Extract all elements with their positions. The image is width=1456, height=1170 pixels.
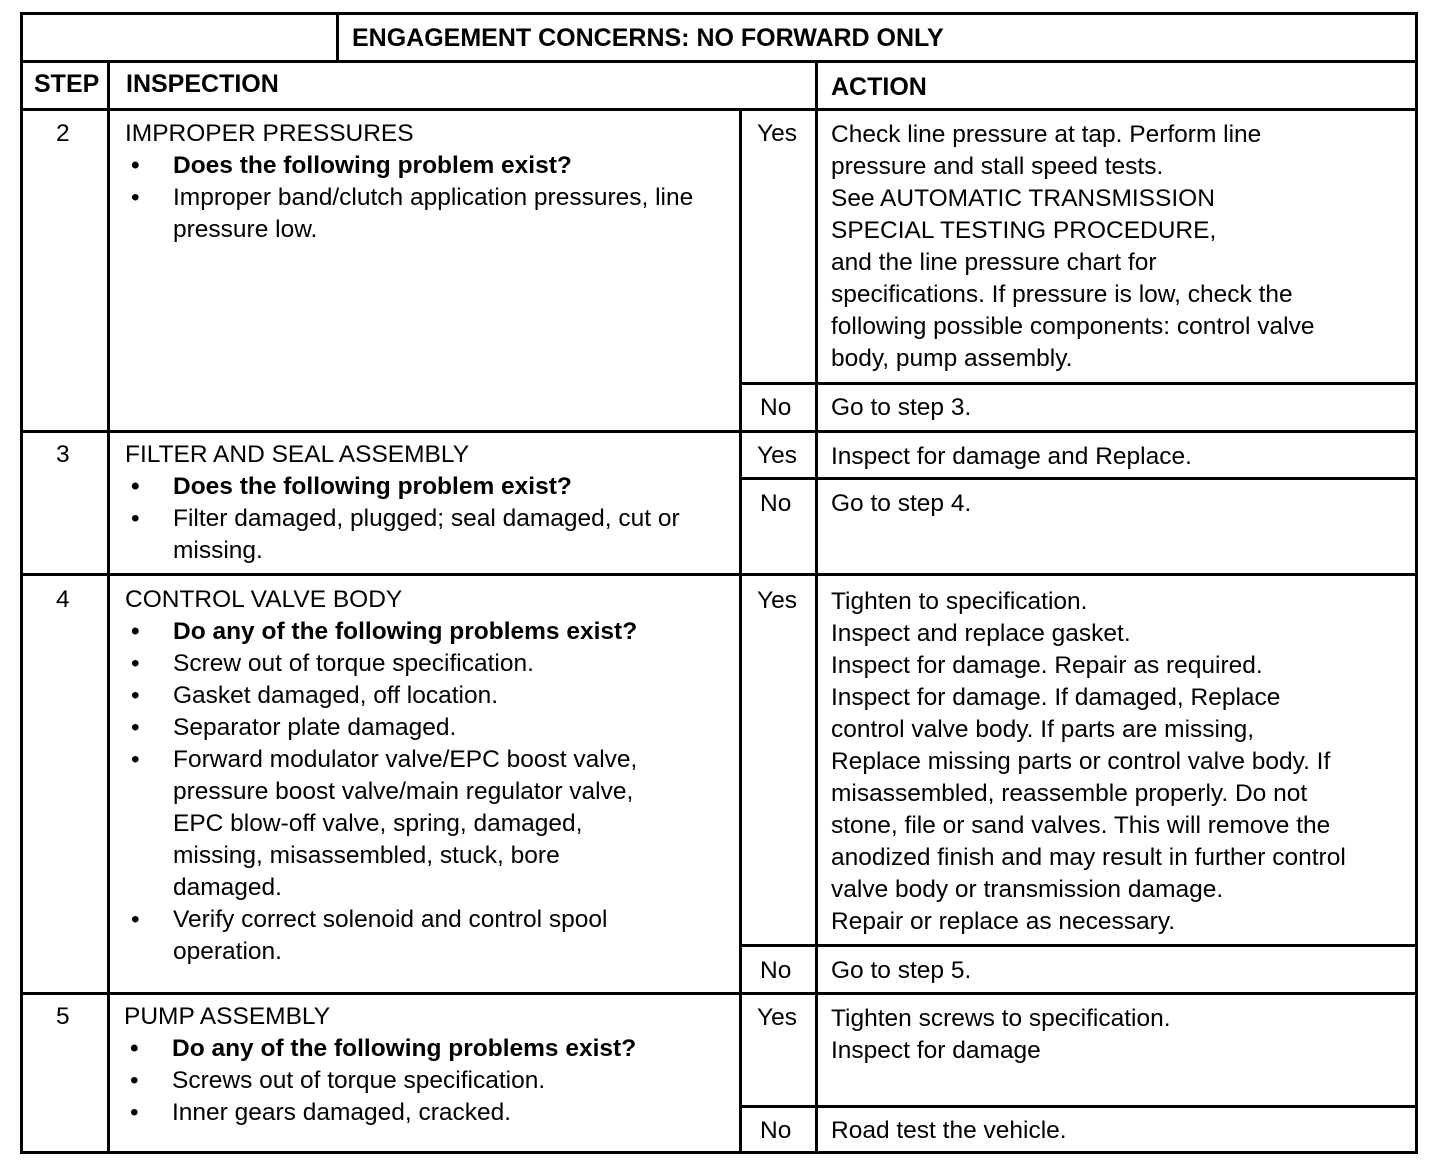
no-label: No	[760, 490, 792, 517]
step-number: 2	[56, 120, 70, 147]
rule	[739, 382, 1418, 385]
rule	[20, 1151, 1418, 1154]
action-line: Inspect and replace gasket.	[831, 620, 1131, 647]
yes-action	[831, 119, 1411, 375]
action-line: Inspect for damage. If damaged, Replace	[831, 684, 1281, 711]
no-label: No	[760, 957, 792, 984]
inspection-bullet: • Separator plate damaged.	[125, 712, 715, 744]
no-label: No	[760, 394, 792, 421]
rule	[336, 12, 339, 62]
inspection-bullet: • Forward modulator valve/EPC boost valve, pressure boost valve/main regulator valve, EPC blow-off valve, spring, damaged, missing, misassembled, stuck, bore damaged.	[125, 744, 653, 904]
table-title: ENGAGEMENT CONCERNS: NO FORWARD ONLY	[352, 24, 944, 52]
action-line: See AUTOMATIC TRANSMISSION	[831, 185, 1215, 212]
rule	[20, 573, 1418, 576]
action-line: stone, file or sand valves. This will remove the	[831, 812, 1331, 839]
action-line: anodized finish and may result in further control	[831, 844, 1346, 871]
inspection-question: • Do any of the following problems exist?	[125, 616, 715, 648]
no-action: Go to step 4.	[831, 490, 972, 517]
inspection-title: FILTER AND SEAL ASSEMBLY	[125, 441, 470, 468]
yes-action	[831, 1003, 1411, 1067]
inspection-question: • Does the following problem exist?	[125, 471, 725, 503]
rule	[20, 108, 1418, 111]
yes-label: Yes	[757, 1004, 797, 1031]
rule	[739, 1105, 1418, 1108]
inspection-bullet: • Gasket damaged, off location.	[125, 680, 715, 712]
rule	[739, 477, 1418, 480]
rule	[1415, 12, 1418, 1154]
rule	[739, 944, 1418, 947]
inspection-title: PUMP ASSEMBLY	[124, 1003, 331, 1030]
rule	[20, 430, 1418, 433]
action-line: Tighten screws to specification.	[831, 1005, 1171, 1032]
inspection-title: CONTROL VALVE BODY	[125, 586, 403, 613]
header-action: ACTION	[831, 73, 927, 101]
rule	[20, 60, 1418, 63]
inspection-cell	[125, 584, 715, 968]
action-line: Tighten to specification.	[831, 588, 1088, 615]
step-number: 5	[56, 1003, 70, 1030]
inspection-bullet: • Screw out of torque specification.	[125, 648, 715, 680]
no-action: Go to step 5.	[831, 957, 972, 984]
yes-action	[831, 441, 1411, 473]
inspection-bullet: • Filter damaged, plugged; seal damaged, cut or missing.	[125, 503, 725, 567]
rule	[20, 992, 1418, 995]
step-number: 3	[56, 441, 70, 468]
action-line: pressure and stall speed tests.	[831, 153, 1164, 180]
inspection-bullet: • Verify correct solenoid and control spool operation.	[125, 904, 653, 968]
action-line: Inspect for damage	[831, 1037, 1041, 1064]
step-number: 4	[56, 586, 70, 613]
inspection-question: • Do any of the following problems exist?	[124, 1033, 724, 1065]
yes-label: Yes	[757, 120, 797, 147]
inspection-bullet: • Inner gears damaged, cracked.	[124, 1097, 724, 1129]
no-label: No	[760, 1117, 792, 1144]
action-line: Check line pressure at tap. Perform line	[831, 121, 1262, 148]
action-line: SPECIAL TESTING PROCEDURE,	[831, 217, 1217, 244]
action-line: valve body or transmission damage.	[831, 876, 1224, 903]
action-line: misassembled, reassemble properly. Do not	[831, 780, 1308, 807]
action-line: following possible components: control valve	[831, 313, 1315, 340]
inspection-cell	[125, 439, 725, 567]
action-line: control valve body. If parts are missing,	[831, 716, 1255, 743]
rule	[20, 12, 23, 1154]
action-line: Replace missing parts or control valve body. If	[831, 748, 1331, 775]
inspection-bullet: • Improper band/clutch application pressures, line pressure low.	[125, 182, 725, 246]
yes-label: Yes	[757, 587, 797, 614]
header-inspection: INSPECTION	[126, 70, 279, 98]
no-action: Go to step 3.	[831, 394, 972, 421]
action-line: specifications. If pressure is low, check the	[831, 281, 1293, 308]
header-step: STEP	[34, 70, 100, 98]
action-line: body, pump assembly.	[831, 345, 1073, 372]
rule	[739, 108, 742, 1154]
yes-label: Yes	[757, 442, 797, 469]
rule	[107, 60, 110, 1154]
action-line: Repair or replace as necessary.	[831, 908, 1176, 935]
inspection-cell	[125, 118, 725, 246]
inspection-title: IMPROPER PRESSURES	[125, 120, 414, 147]
action-line: Inspect for damage and Replace.	[831, 443, 1192, 470]
yes-action	[831, 586, 1411, 938]
inspection-cell	[124, 1001, 724, 1129]
action-line: Inspect for damage. Repair as required.	[831, 652, 1263, 679]
rule	[815, 60, 818, 1154]
inspection-question: • Does the following problem exist?	[125, 150, 725, 182]
action-line: and the line pressure chart for	[831, 249, 1157, 276]
no-action: Road test the vehicle.	[831, 1117, 1067, 1144]
inspection-bullet: • Screws out of torque specification.	[124, 1065, 724, 1097]
rule	[20, 12, 1418, 15]
